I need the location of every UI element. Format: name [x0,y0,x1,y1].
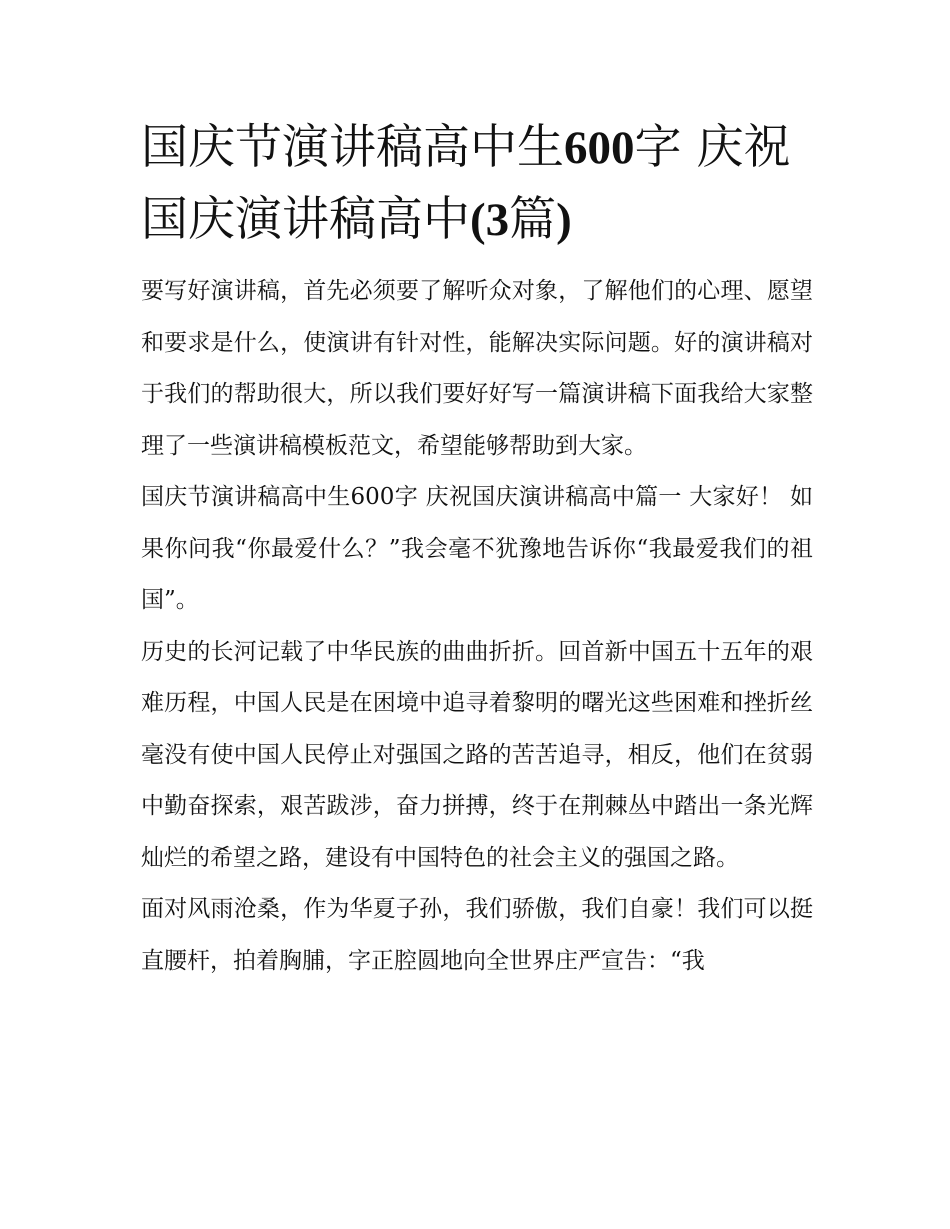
title-paren-close: ) [556,194,572,246]
title-text-1: 国庆节演讲稿高中生 [141,120,564,175]
title-text-3: 篇 [509,192,557,247]
title-paren-number: (3 [470,194,510,246]
title-text-2: 字 庆祝国庆演讲稿高中 [141,120,791,247]
paragraph-pride: 面对风雨沧桑，作为华夏子孙，我们骄傲，我们自豪！我们可以挺直腰杆，拍着胸脯，字正腔圆地向全世界庄严宣告：“我 [141,896,813,974]
document-page [141,112,813,987]
title-number: 600 [564,122,635,174]
document-title [141,112,813,256]
paragraph-intro: 要写好演讲稿，首先必须要了解听众对象，了解他们的心理、愿望和要求是什么，使演讲有针对性，能解决实际问题。好的演讲稿对于我们的帮助很大，所以我们要好好写一篇演讲稿下面我给大家整理了一些演讲稿模板范文，希望能够帮助到大家。 [141,278,813,459]
paragraph-history: 历史的长河记载了中华民族的曲曲折折。回首新中国五十五年的艰难历程，中国人民是在困境中追寻着黎明的曙光这些困难和挫折丝毫没有使中国人民停止对强国之路的苦苦追寻，相反，他们在贫弱中勤奋探索，艰苦跋涉，奋力拼搏，终于在荆棘丛中踏出一条光辉灿烂的希望之路，建设有中国特色的社会主义的强国之路。 [141,638,813,871]
document-body [141,266,813,987]
paragraph-greeting: 国庆节演讲稿高中生600字 庆祝国庆演讲稿高中篇一 大家好！ 如果你问我“你最爱什么？”我会毫不犹豫地告诉你“我最爱我们的祖国”。 [141,484,813,613]
